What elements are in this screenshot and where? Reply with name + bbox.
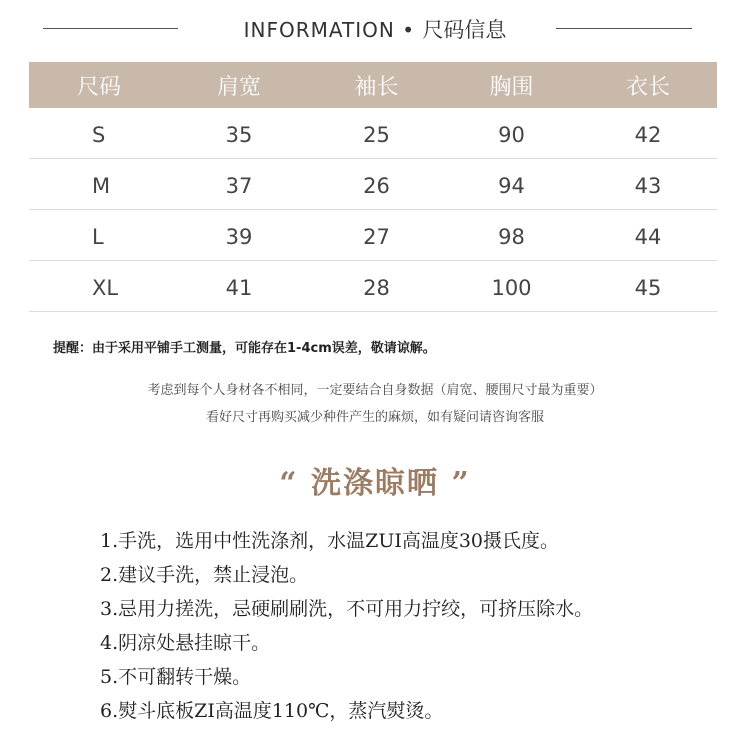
- header-sleeve: 袖长: [354, 74, 399, 100]
- section-header: [0, 10, 750, 46]
- cell-sleeve: 27: [363, 225, 390, 249]
- advice-line: 看好尺寸再购买减少种件产生的麻烦，如有疑问请咨询客服: [205, 410, 544, 425]
- cell-sleeve: 26: [363, 174, 390, 198]
- header-length: 衣长: [625, 74, 670, 100]
- wash-section-title: [0, 458, 750, 502]
- cell-shoulder: 41: [225, 276, 253, 300]
- wash-instructions: [100, 527, 593, 731]
- cell-length: 44: [634, 225, 662, 249]
- table-row: [29, 159, 717, 210]
- cell-length: 42: [634, 123, 662, 147]
- list-item: 4.阴凉处悬挂晾干。: [100, 632, 271, 654]
- cell-length: 43: [634, 174, 662, 198]
- cell-length: 45: [634, 276, 662, 300]
- cell-size: L: [92, 225, 104, 249]
- cell-chest: 90: [498, 123, 525, 147]
- table-row: [29, 108, 717, 159]
- measurement-note: 提醒：由于采用平铺手工测量，可能存在1-4cm误差，敬请谅解。: [53, 341, 436, 356]
- cell-shoulder: 37: [225, 174, 253, 198]
- section-title-dot: •: [402, 18, 415, 42]
- cell-shoulder: 39: [225, 225, 253, 249]
- open-quote: “: [279, 466, 299, 501]
- table-row: [29, 210, 717, 261]
- section-title-cn: 尺码信息: [422, 18, 507, 42]
- advice-line: 考虑到每个人身材各不相同，一定要结合自身数据（肩宽、腰围尺寸最为重要）: [147, 383, 603, 398]
- table-row: [29, 261, 717, 312]
- list-item: 1.手洗，选用中性洗涤剂，水温ZUI高温度30摄氏度。: [100, 530, 560, 552]
- header-chest: 胸围: [489, 74, 534, 100]
- cell-chest: 100: [491, 276, 532, 300]
- size-table-header: [29, 62, 717, 108]
- wash-title-text: 洗涤晾晒: [311, 466, 439, 501]
- list-item: 3.忌用力搓洗，忌硬刷刷洗，不可用力拧绞，可挤压除水。: [100, 598, 594, 620]
- header-shoulder: 肩宽: [216, 74, 261, 100]
- list-item: 6.熨斗底板ZI高温度110℃，蒸汽熨烫。: [100, 700, 444, 722]
- cell-chest: 94: [498, 174, 525, 198]
- cell-size: M: [92, 174, 111, 198]
- list-item: 5.不可翻转干燥。: [100, 666, 252, 688]
- cell-chest: 98: [498, 225, 525, 249]
- cell-sleeve: 25: [363, 123, 390, 147]
- close-quote: ”: [451, 466, 471, 501]
- cell-size: S: [92, 123, 106, 147]
- header-size: 尺码: [76, 74, 121, 100]
- cell-shoulder: 35: [225, 123, 253, 147]
- section-title: [0, 14, 750, 44]
- cell-size: XL: [92, 276, 119, 300]
- header-divider-right: [556, 28, 692, 29]
- list-item: 2.建议手洗，禁止浸泡。: [100, 564, 309, 586]
- section-title-en: INFORMATION: [243, 18, 395, 42]
- cell-sleeve: 28: [363, 276, 390, 300]
- size-table: [29, 62, 717, 312]
